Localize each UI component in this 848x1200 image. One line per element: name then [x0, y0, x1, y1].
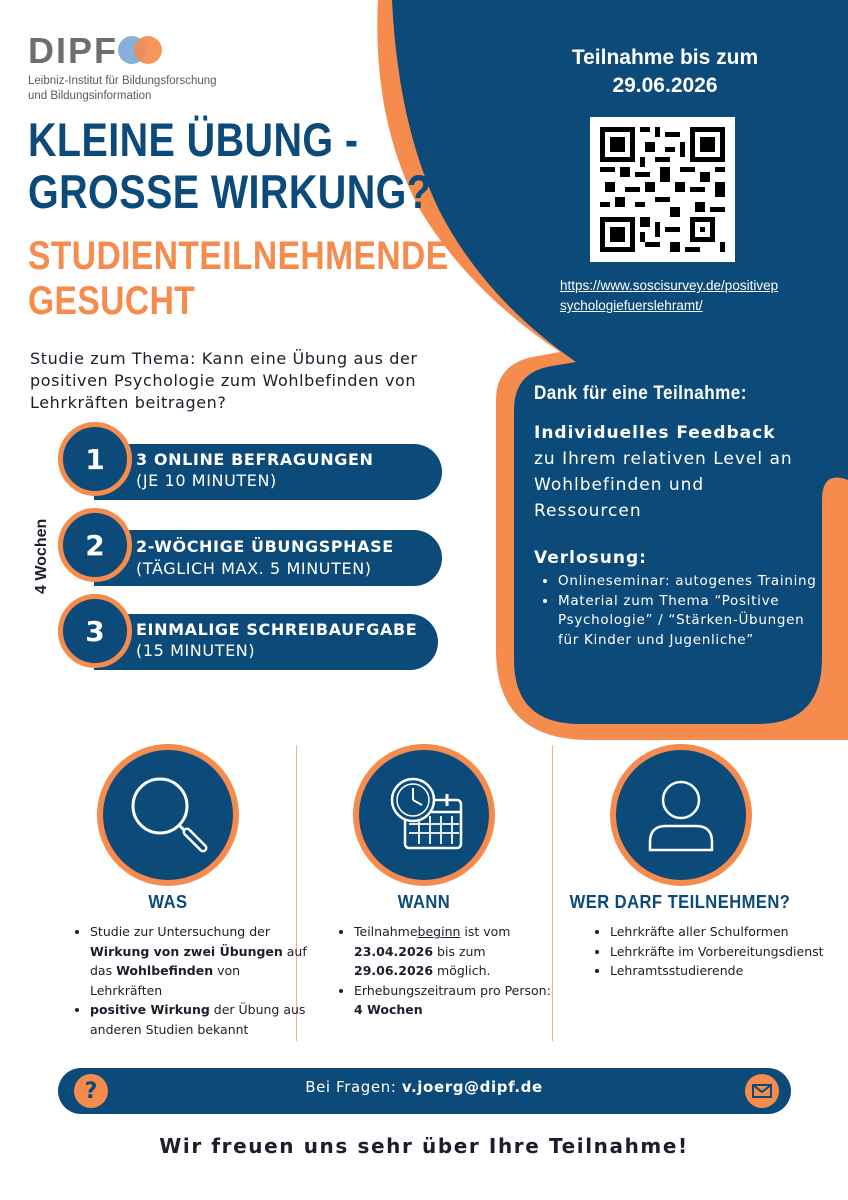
was-list	[72, 922, 308, 1039]
step-3-title: EINMALIGE SCHREIBAUFGABE	[136, 620, 418, 639]
step-2-title: 2-WÖCHIGE ÜBUNGSPHASE	[136, 537, 394, 556]
survey-link[interactable]: https://www.soscisurvey.de/positivepsychologiefuerslehramt/	[560, 278, 779, 313]
step-3-number: 3	[58, 594, 132, 668]
raffle-list	[534, 572, 828, 650]
was-title: WAS	[148, 892, 188, 912]
logo-subtitle-line2: und Bildungsinformation	[28, 90, 152, 102]
deadline-date: 29.06.2026	[612, 74, 718, 97]
step-2-number: 2	[58, 508, 132, 582]
intro-text: Studie zum Thema: Kann eine Übung aus der positiven Psychologie zum Wohlbefinden von Lehrkräften beitragen?	[30, 349, 418, 412]
list-item: • Material zum Thema “Positive Psychologie” / “Stärken-Übungen für Kinder und Jugenliche”	[558, 592, 828, 651]
closing-message: Wir freuen uns sehr über Ihre Teilnahme!	[159, 1134, 689, 1158]
person-icon	[610, 744, 752, 886]
step-2-detail: (TÄGLICH MAX. 5 MINUTEN)	[136, 559, 372, 578]
contact-text	[200, 1078, 648, 1096]
list-item: • Lehrkräfte aller Schulformen	[610, 922, 830, 942]
raffle-title: Verlosung:	[534, 548, 647, 568]
headline	[28, 114, 431, 218]
logo-subtitle-line1: Leibniz-Institut für Bildungsforschung	[28, 75, 217, 87]
wer-list	[592, 922, 830, 981]
list-item: • Erhebungszeitraum pro Person: 4 Wochen	[354, 981, 560, 1020]
wann-list	[336, 922, 560, 1020]
mail-icon[interactable]	[745, 1074, 779, 1108]
list-item: • Studie zur Untersuchung der Wirkung von zwei Übungen auf das Wohlbefinden von Lehrkräften	[90, 922, 308, 1000]
question-icon: ?	[74, 1074, 108, 1108]
list-item: • Lehrkräfte im Vorbereitungsdienst	[610, 942, 830, 962]
qr-code-icon[interactable]	[590, 117, 735, 262]
subheadline	[28, 234, 449, 324]
clock-calendar-icon	[353, 744, 495, 886]
list-item: • Lehramtsstudierende	[610, 961, 830, 981]
step-1-detail: (JE 10 MINUTEN)	[136, 471, 277, 490]
thanks-description: zu Ihrem relativen Level an Wohlbefinden und Ressourcen	[534, 449, 793, 521]
list-item: • Onlineseminar: autogenes Training	[558, 572, 828, 592]
logo-circle-orange	[134, 36, 162, 64]
contact-email[interactable]: v.joerg@dipf.de	[401, 1078, 543, 1096]
step-1-number: 1	[58, 422, 132, 496]
list-item: • positive Wirkung der Übung aus anderen Studien bekannt	[90, 1000, 308, 1039]
magnifier-icon	[97, 744, 239, 886]
wann-title: WANN	[397, 892, 451, 912]
deadline	[520, 44, 810, 100]
subheadline-line1: STUDIENTEILNEHMENDE	[28, 234, 449, 278]
duration-label: 4 Wochen	[33, 518, 50, 594]
headline-line1: KLEINE ÜBUNG -	[28, 113, 359, 166]
contact-label: Bei Fragen:	[305, 1078, 402, 1096]
deadline-line1: Teilnahme bis zum	[571, 46, 759, 69]
logo-subtitle	[28, 74, 228, 104]
list-item: • Teilnahmebeginn ist vom 23.04.2026 bis zum 29.06.2026 möglich.	[354, 922, 560, 981]
wer-title: WER DARF TEILNEHMEN?	[569, 892, 791, 912]
step-1-title: 3 ONLINE BEFRAGUNGEN	[136, 450, 374, 469]
headline-line2: GROSSE WIRKUNG?	[28, 165, 432, 218]
thanks-text	[534, 420, 804, 524]
thanks-bold: Individuelles Feedback	[534, 423, 776, 443]
step-3-detail: (15 MINUTEN)	[136, 641, 256, 660]
subheadline-line2: GESUCHT	[28, 279, 196, 323]
logo-wordmark: DIPF	[28, 30, 119, 71]
thanks-title: Dank für eine Teilnahme:	[534, 383, 747, 404]
